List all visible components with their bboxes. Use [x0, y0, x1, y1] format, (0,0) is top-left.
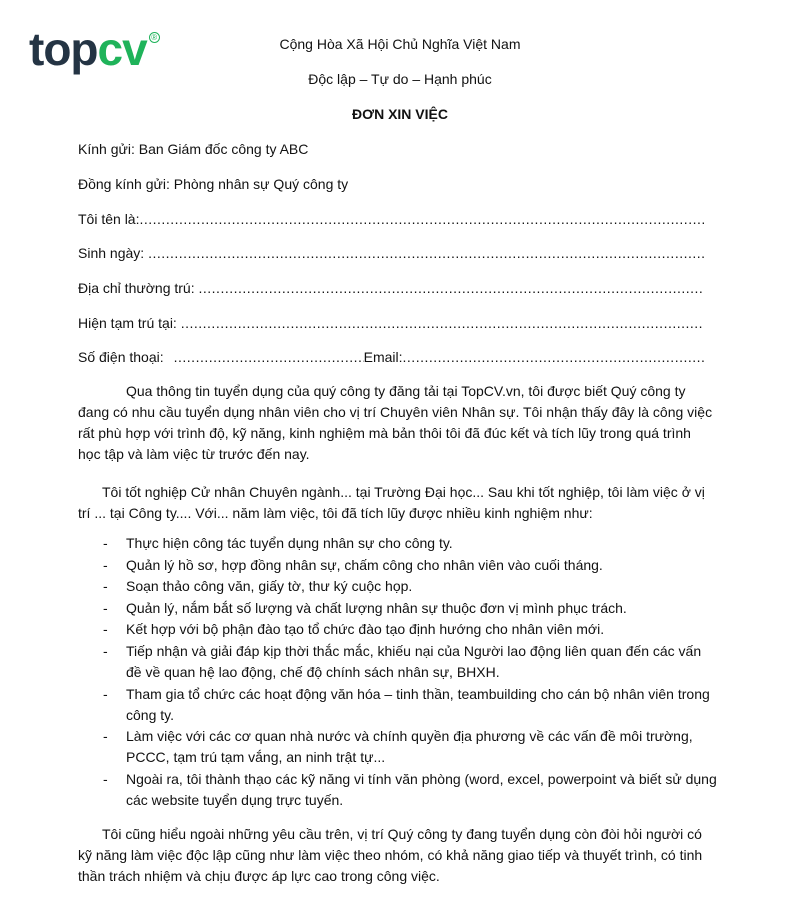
- list-item-text: Quản lý hồ sơ, hợp đồng nhân sự, chấm công cho nhân viên vào cuối tháng.: [126, 556, 603, 573]
- bullet-mark: -: [103, 578, 108, 595]
- list-item: [78, 769, 718, 811]
- list-item-text: Tham gia tổ chức các hoạt động văn hóa – tinh thần, teambuilding cho cán bộ nhân viên trong công ty.: [126, 685, 710, 723]
- temp-address-blank: [181, 315, 704, 331]
- list-item-text: Thực hiện công tác tuyển dụng nhân sự cho công ty.: [126, 535, 453, 551]
- list-item: [78, 576, 718, 597]
- motto-heading: Độc lập – Tự do – Hạnh phúc: [308, 71, 492, 87]
- bullet-mark: -: [103, 642, 108, 659]
- list-item-text: Kết hợp với bộ phận đào tạo tổ chức đào tạo định hướng cho nhân viên mới.: [126, 621, 605, 638]
- list-item-text: Tiếp nhận và giải đáp kịp thời thắc mắc, khiếu nại của Người lao động liên quan đến các vấn đề về quan hệ lao động, chế độ chính sách nhân sự, BHXH.: [126, 642, 702, 680]
- bullet-mark: -: [103, 599, 108, 616]
- country-heading: Cộng Hòa Xã Hội Chủ Nghĩa Việt Nam: [279, 36, 521, 52]
- list-item: [78, 555, 718, 576]
- bullet-mark: -: [103, 535, 108, 551]
- intro-paragraph: Qua thông tin tuyển dụng của quý công ty đăng tải tại TopCV.vn, tôi được biết Quý công ty đang có nhu cầu tuyển dụng nhân viên cho vị trí Chuyên viên Nhân sự. Tôi nhận thấy đây là công việc rất phù hợp với trình độ, kỹ năng, kinh nghiệm mà bản thôi tôi đã đúc kết và tích lũy trong quá trình học tập và làm việc từ trước đến nay.: [78, 383, 713, 462]
- phone-label: Số điện thoại:: [78, 349, 164, 365]
- dob-blank: [148, 245, 704, 261]
- bullet-mark: -: [103, 556, 108, 573]
- bullet-mark: -: [103, 685, 108, 702]
- temp-address-field[interactable]: [78, 315, 704, 331]
- experience-paragraph: Tôi tốt nghiệp Cử nhân Chuyên ngành... tại Trường Đại học... Sau khi tốt nghiệp, tôi làm việc ở vị trí ... tại Công ty.... Với... năm làm việc, tôi đã tích lũy được nhiều kinh nghiệm như:: [78, 484, 705, 521]
- dob-field[interactable]: [78, 245, 704, 261]
- logo-text-top: top: [29, 23, 98, 75]
- list-item: [78, 598, 718, 619]
- list-item-text: Làm việc với các cơ quan nhà nước và chính quyền địa phương về các vấn đề môi trường, PCCC, tạm trú tạm vắng, an ninh trật tự...: [126, 728, 693, 766]
- bullet-mark: -: [103, 728, 108, 745]
- list-item: [78, 619, 718, 640]
- temp-address-label: Hiện tạm trú tại:: [78, 315, 181, 331]
- name-blank: [139, 211, 704, 227]
- list-item-text: Quản lý, nắm bắt số lượng và chất lượng nhân sự thuộc đơn vị mình phục trách.: [126, 599, 627, 616]
- logo-text-cv: cv: [97, 23, 147, 75]
- name-field[interactable]: [78, 211, 704, 227]
- bullet-mark: -: [103, 621, 108, 638]
- document-title: ĐƠN XIN VIỆC: [352, 106, 448, 122]
- address-field[interactable]: [78, 280, 704, 296]
- list-item-text: Ngoài ra, tôi thành thạo các kỹ năng vi tính văn phòng (word, excel, powerpoint và biết sử dụng các website tuyển dụng trực tuyến.: [126, 770, 717, 808]
- closing-paragraph: Tôi cũng hiểu ngoài những yêu cầu trên, vị trí Quý công ty đang tuyển dụng còn đòi hỏi người có kỹ năng làm việc độc lập cũng như làm việc theo nhóm, có khả năng giao tiếp và thuyết trình, có tinh thần trách nhiệm và chịu được áp lực cao trong công việc.: [78, 826, 703, 884]
- list-item: [78, 684, 718, 726]
- address-blank: [199, 280, 705, 296]
- bullet-mark: -: [103, 770, 108, 787]
- phone-email-field[interactable]: [78, 349, 704, 365]
- name-label: Tôi tên là:: [78, 211, 140, 227]
- email-blank: [403, 349, 704, 365]
- list-item: [78, 726, 718, 768]
- recipient-to: Kính gửi: Ban Giám đốc công ty ABC: [78, 141, 309, 157]
- phone-blank: [174, 349, 364, 365]
- email-label: Email:: [363, 349, 403, 365]
- dob-label: Sinh ngày:: [78, 245, 149, 261]
- list-item: [78, 641, 718, 683]
- experience-list: [78, 533, 718, 811]
- list-item-text: Soạn thảo công văn, giấy tờ, thư ký cuộc họp.: [126, 578, 413, 595]
- list-item: [78, 533, 718, 554]
- recipient-cc: Đồng kính gửi: Phòng nhân sự Quý công ty: [78, 176, 349, 192]
- registered-icon: ®: [149, 32, 160, 43]
- address-label: Địa chỉ thường trú:: [78, 280, 199, 296]
